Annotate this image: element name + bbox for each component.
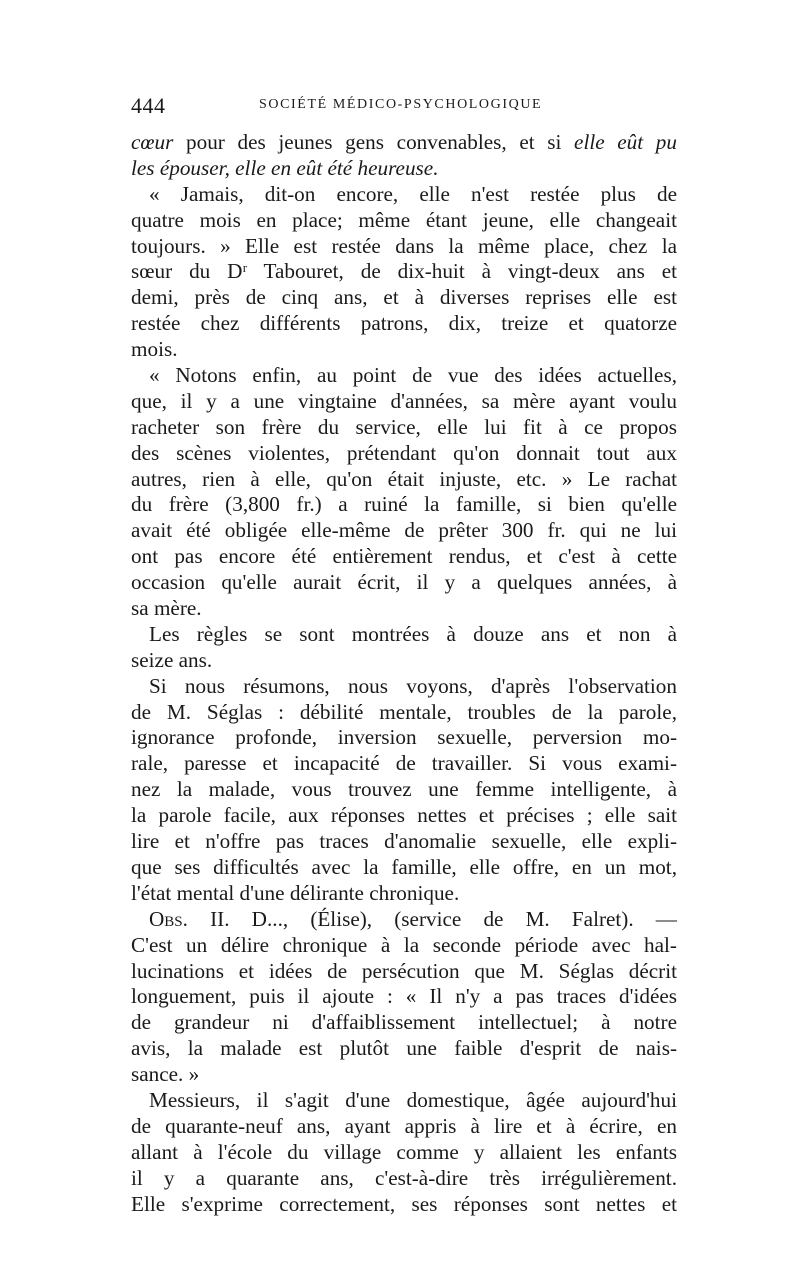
text-line: Messieurs, il s'agit d'une domestique, âgée aujourd'hui <box>149 1087 677 1112</box>
text-line: Si nous résumons, nous voyons, d'après l'observation <box>149 673 677 698</box>
page-number: 444 <box>131 93 166 118</box>
text-line: allant à l'école du village comme y allaient les enfants <box>131 1139 677 1164</box>
text-line <box>131 907 677 933</box>
text-span: Obs. <box>149 906 188 931</box>
text-line: demi, près de cinq ans, et à diverses reprises elle est <box>131 285 677 310</box>
text-line: lire et n'offre pas traces d'anomalie sexuelle, elle expli- <box>131 829 677 854</box>
text-line: lucinations et idées de persécution que M. Séglas décrit <box>131 958 677 983</box>
text-line: rale, paresse et incapacité de travailler. Si vous exami- <box>131 751 677 776</box>
text-line <box>131 130 677 156</box>
text-span: les épouser, elle en eût été heureuse. <box>131 155 439 180</box>
text-line: sance. » <box>131 1062 200 1087</box>
text-line: Les règles se sont montrées à douze ans et non à <box>149 621 677 646</box>
text-line: sœur du Dʳ Tabouret, de dix-huit à vingt-deux ans et <box>131 259 677 284</box>
text-line: quatre mois en place; même étant jeune, elle changeait <box>131 207 677 232</box>
running-head: SOCIÉTÉ MÉDICO-PSYCHOLOGIQUE <box>259 97 543 112</box>
text-line: ignorance profonde, inversion sexuelle, perversion mo- <box>131 725 677 750</box>
text-line: occasion qu'elle aurait écrit, il y a quelques années, à <box>131 570 677 595</box>
text-line: Elle s'exprime correctement, ses réponses sont nettes et <box>131 1191 677 1216</box>
text-span: II. D..., (Élise), (service de M. Falret). — <box>187 906 677 931</box>
text-line: autres, rien à elle, qu'on était injuste, etc. » Le rachat <box>131 466 677 491</box>
text-line: de M. Séglas : débilité mentale, troubles de la parole, <box>131 699 677 724</box>
text-line: la parole facile, aux réponses nettes et précises ; elle sait <box>131 803 677 828</box>
text-span: pour des jeunes gens convenables, et si <box>173 130 575 154</box>
text-line: du frère (3,800 fr.) a ruiné la famille, si bien qu'elle <box>131 492 677 517</box>
text-line: ont pas encore été entièrement rendus, et c'est à cette <box>131 544 677 569</box>
text-line: « Jamais, dit-on encore, elle n'est restée plus de <box>149 181 677 206</box>
text-line: avait été obligée elle-même de prêter 300 fr. qui ne lui <box>131 518 677 543</box>
text-line: sa mère. <box>131 596 202 621</box>
text-line: seize ans. <box>131 647 213 672</box>
text-line: restée chez différents patrons, dix, treize et quatorze <box>131 311 677 336</box>
text-span: elle eût pu <box>574 130 677 154</box>
text-line: de grandeur ni d'affaiblissement intellectuel; à notre <box>131 1010 677 1035</box>
text-line: il y a quarante ans, c'est-à-dire très irrégulièrement. <box>131 1165 677 1190</box>
text-line: toujours. » Elle est restée dans la même place, chez la <box>131 233 677 258</box>
text-span: cœur <box>131 130 174 154</box>
text-line: de quarante-neuf ans, ayant appris à lire et à écrire, en <box>131 1113 677 1138</box>
text-line: « Notons enfin, au point de vue des idées actuelles, <box>149 363 677 388</box>
text-line <box>131 156 677 182</box>
text-line: racheter son frère du service, elle lui fit à ce propos <box>131 414 677 439</box>
body-text <box>131 130 677 1217</box>
text-line: mois. <box>131 337 178 362</box>
text-line: C'est un délire chronique à la seconde période avec hal- <box>131 932 677 957</box>
text-line: longuement, puis il ajoute : « Il n'y a pas traces d'idées <box>131 984 677 1009</box>
text-line: avis, la malade est plutôt une faible d'esprit de nais- <box>131 1036 677 1061</box>
text-line: l'état mental d'une délirante chronique. <box>131 880 460 905</box>
text-line: nez la malade, vous trouvez une femme intelligente, à <box>131 777 677 802</box>
page-header <box>131 93 677 123</box>
text-line: des scènes violentes, prétendant qu'on donnait tout aux <box>131 440 677 465</box>
text-line: que, il y a une vingtaine d'années, sa mère ayant voulu <box>131 388 677 413</box>
text-line: que ses difficultés avec la famille, elle offre, en un mot, <box>131 854 677 879</box>
